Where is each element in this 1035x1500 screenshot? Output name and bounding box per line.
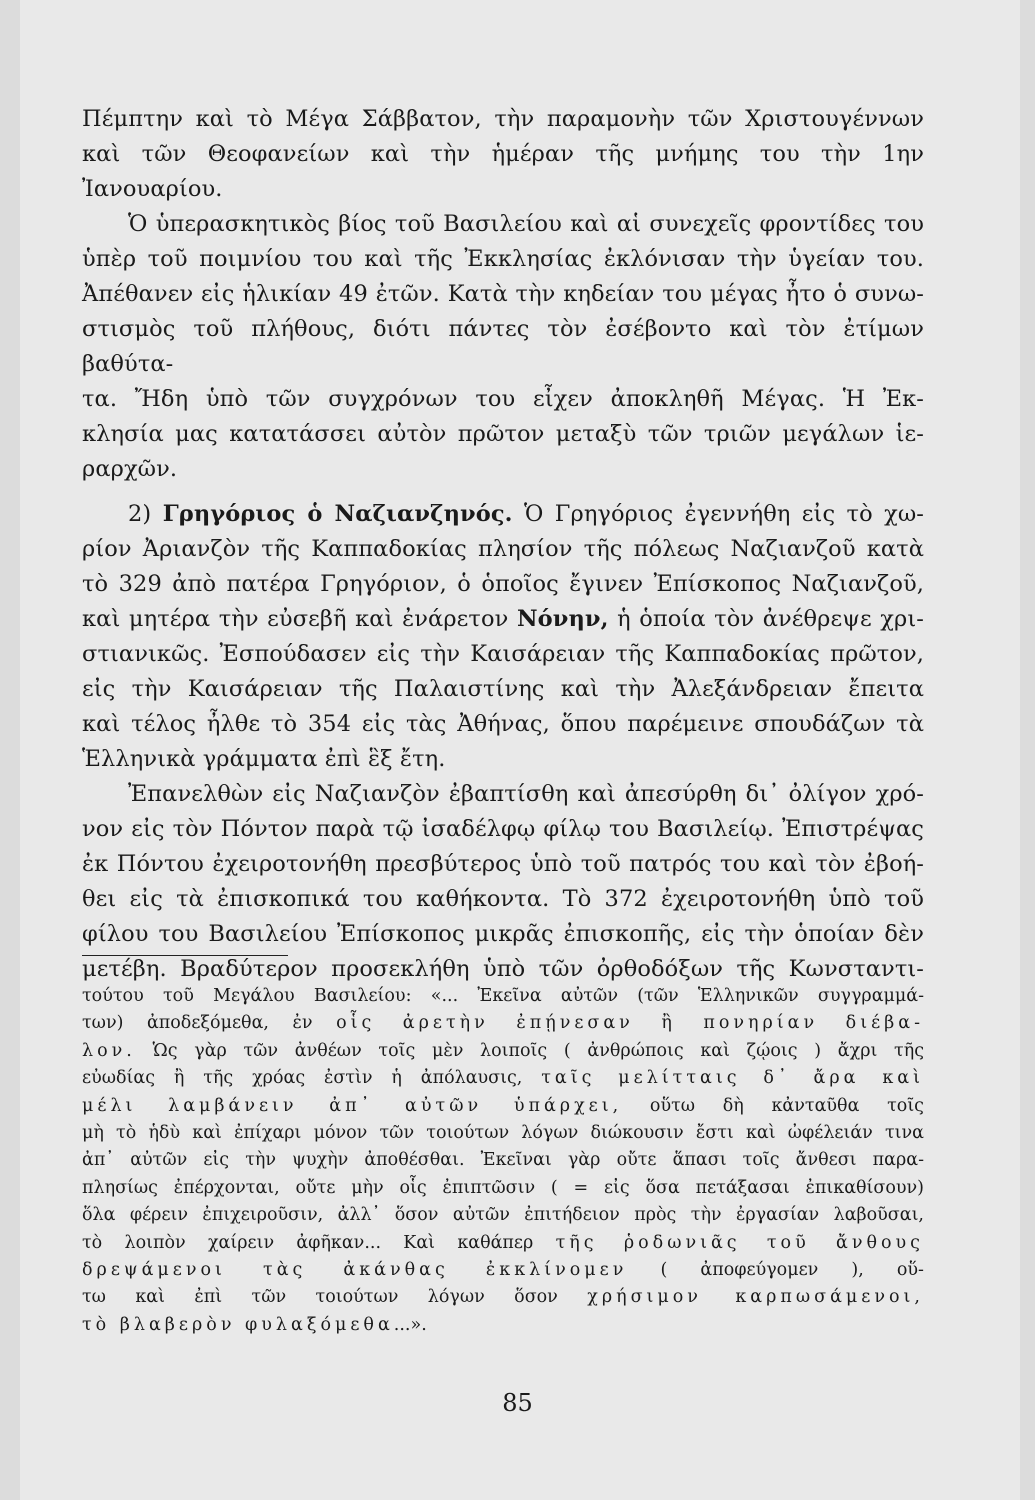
text-fragment: τὸ λοιπὸν χαίρειν ἀφῆκαν... Καὶ καθάπερ bbox=[82, 1232, 534, 1253]
footnote-line: μὴ τὸ ἡδὺ καὶ ἐπίχαρι μόνον τῶν τοιούτων λόγων διώκουσιν ἔστι καὶ ὠφέλειάν τινα bbox=[82, 1123, 924, 1144]
spaced-text: οἷς ἀρετὴν ἐπῄνεσαν ἢ πονηρίαν διέβα- bbox=[336, 1013, 924, 1034]
page-number: 85 bbox=[502, 1389, 533, 1417]
text-line: εἰς τὴν Καισάρειαν τῆς Παλαιστίνης καὶ τὴν Ἀλεξάνδρειαν ἔπειτα bbox=[82, 676, 924, 702]
footnote-line: ἀπ᾽ αὐτῶν εἰς τὴν ψυχὴν ἀποθέσθαι. Ἐκεῖναι γὰρ οὔτε ἅπασι τοῖς ἄνθεσι παρα- bbox=[82, 1150, 924, 1171]
footnote-line bbox=[82, 1065, 924, 1092]
text-line: τα. Ἤδη ὑπὸ τῶν συγχρόνων του εἶχεν ἀποκληθῆ Μέγας. Ἡ Ἐκ- bbox=[82, 386, 924, 412]
text-fragment: ἡ ὁποία τὸν ἀνέθρεψε χρι- bbox=[617, 606, 924, 632]
text-line: ὑπὲρ τοῦ ποιμνίου του καὶ τῆς Ἐκκλησίας ἐκλόνισαν τὴν ὑγείαν του. bbox=[82, 246, 924, 272]
text-line: ἐκ Πόντου ἐχειροτονήθη πρεσβύτερος ὑπὸ τοῦ πατρός του καὶ τὸν ἐβοή- bbox=[82, 851, 924, 877]
text-fragment: Ὁ Γρηγόριος ἐγεννήθη εἰς τὸ χω- bbox=[523, 501, 925, 527]
text-line: τὸ 329 ἀπὸ πατέρα Γρηγόριον, ὁ ὁποῖος ἔγινεν Ἐπίσκοπος Ναζιανζοῦ, bbox=[82, 571, 924, 597]
text-line: ραρχῶν. bbox=[82, 456, 178, 482]
footnote bbox=[82, 983, 924, 1339]
spaced-text: τὸ βλαβερὸν φυλαξόμεθα bbox=[82, 1314, 394, 1335]
footnote-line: πλησίως ἐπέρχονται, οὔτε μὴν οἷς ἐπιπτῶσιν ( = εἰς ὅσα πετάξασαι ἐπικαθίσουν) bbox=[82, 1177, 924, 1198]
text-line: καὶ τέλος ἦλθε τὸ 354 εἰς τὰς Ἀθήνας, ὅπου παρέμεινε σπουδάζων τὰ bbox=[82, 711, 924, 737]
footnote-line bbox=[82, 1257, 924, 1284]
text-fragment: καὶ μητέρα τὴν εὐσεβῆ καὶ ἐνάρετον bbox=[82, 606, 509, 632]
text-line bbox=[82, 602, 924, 637]
text-fragment: οὕτω δὴ κἀνταῦθα τοῖς bbox=[649, 1095, 924, 1116]
text-fragment: Ὡς γὰρ τῶν ἀνθέων τοῖς μὲν λοιποῖς ( ἀνθρώποις καὶ ζῴοις ) ἄχρι τῆς bbox=[152, 1040, 924, 1061]
bold-name: Νόνην, bbox=[516, 606, 609, 632]
spaced-text: λον. bbox=[82, 1040, 136, 1061]
section-number: 2) bbox=[128, 501, 152, 527]
spaced-text: ταῖς μελίτταις δ᾽ ἄρα καὶ bbox=[541, 1068, 924, 1089]
text-line: φίλου του Βασιλείου Ἐπίσκοπος μικρᾶς ἐπισκοπῆς, εἰς τὴν ὁποίαν δὲν bbox=[82, 921, 924, 947]
section-heading: Γρηγόριος ὁ Ναζιανζηνός. bbox=[162, 501, 513, 527]
footnote-line bbox=[82, 1010, 924, 1037]
text-line: στισμὸς τοῦ πλήθους, διότι πάντες τὸν ἐσέβοντο καὶ τὸν ἐτίμων βαθύτα- bbox=[82, 316, 924, 377]
text-line: ρίον Ἀριανζὸν τῆς Καππαδοκίας πλησίον τῆς πόλεως Ναζιανζοῦ κατὰ bbox=[82, 536, 924, 562]
footnote-line bbox=[82, 1312, 924, 1339]
footnote-line: ὅλα φέρειν ἐπιχειροῦσιν, ἀλλ᾽ ὅσον αὐτῶν ἐπιτήδειον πρὸς τὴν ἐργασίαν λαβοῦσαι, bbox=[82, 1205, 924, 1226]
text-fragment: των) ἀποδεξόμεθα, ἐν bbox=[82, 1013, 313, 1034]
text-line: νον εἰς τὸν Πόντον παρὰ τῷ ἰσαδέλφῳ φίλῳ του Βασιλείῳ. Ἐπιστρέψας bbox=[82, 816, 924, 842]
spaced-text: χρήσιμον καρπωσάμενοι, bbox=[587, 1287, 924, 1308]
text-line: καὶ τῶν Θεοφανείων καὶ τὴν ἡμέραν τῆς μνήμης του τὴν 1ην Ἰανουαρίου. bbox=[82, 141, 924, 202]
spaced-text: δρεψάμενοι τὰς ἀκάνθας ἐκκλίνομεν bbox=[82, 1260, 628, 1281]
text-fragment: τω καὶ ἐπὶ τῶν τοιούτων λόγων ὅσον bbox=[82, 1287, 558, 1308]
footnote-line bbox=[82, 1038, 924, 1065]
spaced-text: τῆς ῥοδωνιᾶς τοῦ ἄνθους bbox=[555, 1232, 924, 1253]
text-line: μετέβη. Βραδύτερον προσεκλήθη ὑπὸ τῶν ὀρθοδόξων τῆς Κωνσταντι- bbox=[82, 956, 924, 982]
footnote-line: τούτου τοῦ Μεγάλου Βασιλείου: «... Ἐκεῖνα αὐτῶν (τῶν Ἑλληνικῶν συγγραμμά- bbox=[82, 986, 924, 1006]
footnote-line bbox=[82, 1284, 924, 1311]
text-fragment: ...». bbox=[393, 1314, 427, 1335]
text-line: στιανικῶς. Ἐσπούδασεν εἰς τὴν Καισάρειαν τῆς Καππαδοκίας πρῶτον, bbox=[82, 641, 924, 667]
text-fragment: εὐωδίας ἢ τῆς χρόας ἐστὶν ἡ ἀπόλαυσις, bbox=[82, 1068, 523, 1089]
text-line: Ἑλληνικὰ γράμματα ἐπὶ ἓξ ἔτη. bbox=[82, 746, 446, 772]
text-line: Ὁ ὑπερασκητικὸς βίος τοῦ Βασιλείου καὶ αἱ συνεχεῖς φροντίδες του bbox=[128, 211, 924, 237]
section-heading-line bbox=[82, 497, 924, 532]
footnote-divider bbox=[82, 955, 288, 956]
spaced-text: μέλι λαμβάνειν ἀπ᾽ αὐτῶν ὑπάρχει, bbox=[82, 1095, 623, 1116]
main-text bbox=[82, 102, 924, 987]
text-fragment: ( ἀποφεύγομεν ), οὕ- bbox=[660, 1260, 924, 1281]
text-line: Ἐπανελθὼν εἰς Ναζιανζὸν ἐβαπτίσθη καὶ ἀπεσύρθη δι᾽ ὀλίγον χρό- bbox=[128, 781, 924, 807]
text-line: κλησία μας κατατάσσει αὐτὸν πρῶτον μεταξὺ τῶν τριῶν μεγάλων ἱε- bbox=[82, 421, 924, 447]
text-line: Πέμπτην καὶ τὸ Μέγα Σάββατον, τὴν παραμονὴν τῶν Χριστουγέννων bbox=[82, 106, 924, 132]
text-line: θει εἰς τὰ ἐπισκοπικά του καθήκοντα. Τὸ 372 ἐχειροτονήθη ὑπὸ τοῦ bbox=[82, 886, 924, 912]
footnote-line bbox=[82, 1093, 924, 1120]
footnote-line bbox=[82, 1230, 924, 1257]
text-line: Ἀπέθανεν εἰς ἡλικίαν 49 ἐτῶν. Κατὰ τὴν κηδείαν του μέγας ἦτο ὁ συνω- bbox=[82, 281, 924, 307]
